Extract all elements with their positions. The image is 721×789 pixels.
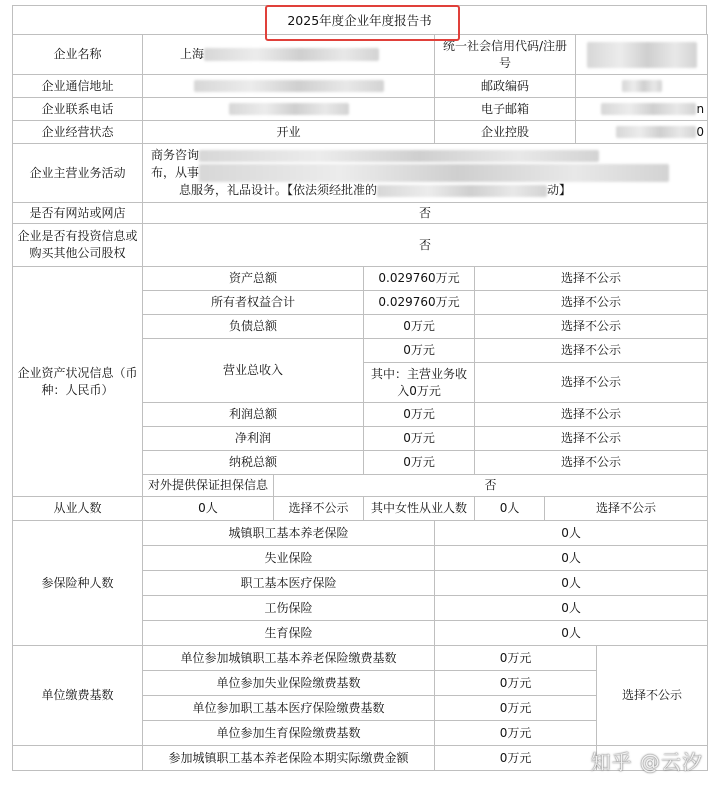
asset-disclosure: 选择不公示 [475, 315, 708, 339]
row-address [13, 75, 708, 98]
redacted-holding [616, 126, 696, 138]
business-tail: 动】 [547, 183, 572, 197]
value-guarantee: 否 [274, 475, 708, 497]
label-employees: 从业人数 [13, 497, 143, 521]
row-investment [13, 224, 708, 267]
base-label: 单位参加职工基本医疗保险缴费基数 [143, 696, 435, 721]
report-title: 2025年度企业年度报告书 [287, 13, 432, 28]
email-tail: n [696, 101, 705, 116]
base-row [13, 646, 708, 671]
label-website: 是否有网站或网店 [13, 203, 143, 224]
annual-report [12, 5, 707, 771]
business-line3: 息服务，礼品设计。【依法须经批准的 [179, 183, 378, 197]
redacted-address [194, 80, 384, 92]
value-credit-code [576, 35, 708, 75]
redacted-postal-code [622, 80, 662, 92]
insurance-label: 失业保险 [143, 546, 435, 571]
partial-row-value: 0万元 [435, 746, 597, 771]
value-website: 否 [143, 203, 708, 224]
row-status [13, 121, 708, 144]
asset-disclosure: 选择不公示 [475, 451, 708, 475]
row-phone [13, 98, 708, 121]
insurance-value: 0人 [435, 621, 708, 646]
asset-disclosure: 选择不公示 [475, 427, 708, 451]
insurance-row [13, 521, 708, 546]
value-female-employees: 0人 [475, 497, 545, 521]
value-status: 开业 [143, 121, 435, 144]
asset-disclosure: 选择不公示 [475, 291, 708, 315]
label-company-name: 企业名称 [13, 35, 143, 75]
insurance-value: 0人 [435, 596, 708, 621]
redacted-credit-code [587, 42, 697, 68]
asset-value: 0.029760万元 [364, 267, 475, 291]
value-postal-code [576, 75, 708, 98]
insurance-label: 工伤保险 [143, 596, 435, 621]
label-phone: 企业联系电话 [13, 98, 143, 121]
row-employees [13, 497, 708, 521]
insurance-label: 职工基本医疗保险 [143, 571, 435, 596]
asset-label: 负债总额 [143, 315, 364, 339]
redacted-business-1 [199, 150, 599, 162]
asset-disclosure: 选择不公示 [475, 339, 708, 363]
asset-value: 0.029760万元 [364, 291, 475, 315]
label-guarantee: 对外提供保证担保信息 [143, 475, 274, 497]
insurance-value: 0人 [435, 546, 708, 571]
redacted-company-name [204, 48, 379, 61]
label-address: 企业通信地址 [13, 75, 143, 98]
redacted-business-3 [377, 185, 547, 197]
report-title-row [12, 5, 707, 34]
insurance-value: 0人 [435, 521, 708, 546]
company-name-prefix: 上海 [180, 47, 205, 61]
asset-disclosure: 选择不公示 [475, 403, 708, 427]
value-business [143, 144, 708, 203]
redacted-business-2 [199, 164, 669, 182]
label-business: 企业主营业务活动 [13, 144, 143, 203]
value-investment: 否 [143, 224, 708, 267]
label-credit-code: 统一社会信用代码/注册号 [435, 35, 576, 75]
employees-disclosure: 选择不公示 [274, 497, 364, 521]
asset-row [13, 267, 708, 291]
redacted-phone [229, 103, 349, 115]
asset-label: 利润总额 [143, 403, 364, 427]
label-female-employees: 其中女性从业人数 [364, 497, 475, 521]
base-label: 单位参加失业保险缴费基数 [143, 671, 435, 696]
holding-tail: 0 [696, 124, 705, 139]
label-assets: 企业资产状况信息（币种：人民币） [13, 267, 143, 497]
asset-label: 营业总收入 [143, 339, 364, 403]
base-value: 0万元 [435, 721, 597, 746]
report-table [12, 34, 708, 771]
asset-label: 净利润 [143, 427, 364, 451]
label-insurance: 参保险种人数 [13, 521, 143, 646]
asset-label: 所有者权益合计 [143, 291, 364, 315]
base-value: 0万元 [435, 646, 597, 671]
partial-row-label-empty [13, 746, 143, 771]
asset-value: 0万元 [364, 427, 475, 451]
label-holding: 企业控股 [435, 121, 576, 144]
insurance-label: 生育保险 [143, 621, 435, 646]
asset-label: 纳税总额 [143, 451, 364, 475]
value-holding [576, 121, 708, 144]
asset-value: 0万元 [364, 451, 475, 475]
base-label: 单位参加城镇职工基本养老保险缴费基数 [143, 646, 435, 671]
label-investment: 企业是否有投资信息或购买其他公司股权 [13, 224, 143, 267]
business-prefix: 商务咨询 [151, 148, 200, 162]
base-value: 0万元 [435, 671, 597, 696]
business-line2: 布，从事 [151, 165, 200, 180]
value-phone [143, 98, 435, 121]
insurance-label: 城镇职工基本养老保险 [143, 521, 435, 546]
value-address [143, 75, 435, 98]
watermark: 知乎 @云汐 [590, 750, 703, 774]
insurance-value: 0人 [435, 571, 708, 596]
asset-value: 0万元 [364, 403, 475, 427]
asset-sub-value: 其中：主营业务收入0万元 [364, 363, 475, 403]
redacted-email [601, 103, 696, 115]
row-website [13, 203, 708, 224]
label-status: 企业经营状态 [13, 121, 143, 144]
base-disclosure: 选择不公示 [597, 646, 708, 746]
asset-label: 资产总额 [143, 267, 364, 291]
label-postal-code: 邮政编码 [435, 75, 576, 98]
asset-sub-disclosure: 选择不公示 [475, 363, 708, 403]
label-email: 电子邮箱 [435, 98, 576, 121]
asset-value: 0万元 [364, 339, 475, 363]
base-value: 0万元 [435, 696, 597, 721]
value-email [576, 98, 708, 121]
partial-row-label: 参加城镇职工基本养老保险本期实际缴费金额 [143, 746, 435, 771]
value-employees: 0人 [143, 497, 274, 521]
row-business [13, 144, 708, 203]
female-employees-disclosure: 选择不公示 [545, 497, 708, 521]
label-base: 单位缴费基数 [13, 646, 143, 746]
base-label: 单位参加生育保险缴费基数 [143, 721, 435, 746]
asset-value: 0万元 [364, 315, 475, 339]
asset-disclosure: 选择不公示 [475, 267, 708, 291]
